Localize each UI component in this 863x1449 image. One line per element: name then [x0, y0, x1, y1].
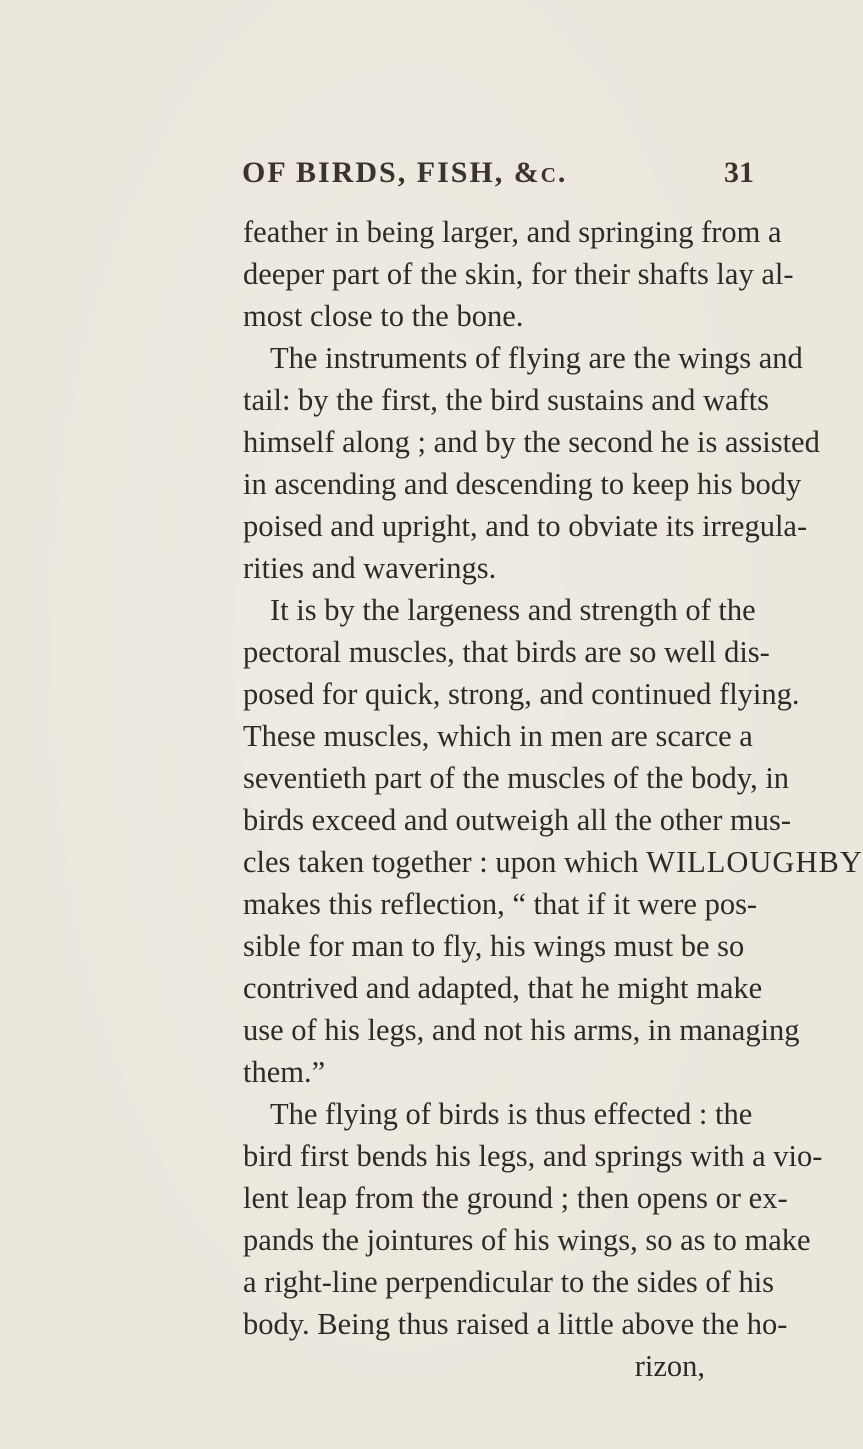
text-line: poised and upright, and to obviate its irregula- [243, 509, 808, 543]
text-line: them.” [243, 1055, 326, 1089]
text-line: use of his legs, and not his arms, in managing [243, 1013, 800, 1047]
paragraph-first-line: The instruments of flying are the wings and [270, 341, 803, 375]
text-line: feather in being larger, and springing from a [243, 215, 782, 249]
page-number: 31 [724, 156, 754, 189]
text-segment: cles taken together : upon which [243, 845, 639, 879]
text-line: These muscles, which in men are scarce a [243, 719, 753, 753]
text-line: pectoral muscles, that birds are so well dis- [243, 635, 770, 669]
paragraph-first-line: The flying of birds is thus effected : the [270, 1097, 753, 1131]
text-line: pands the jointures of his wings, so as to make [243, 1223, 811, 1257]
catchword: rizon, [634, 1349, 705, 1383]
text-line: lent leap from the ground ; then opens or ex- [243, 1181, 788, 1215]
running-title: OF BIRDS, FISH, &c. [242, 156, 568, 189]
text-line-with-name [243, 841, 863, 883]
text-line: body. Being thus raised a little above the ho- [243, 1307, 788, 1341]
text-line: a right-line perpendicular to the sides of his [243, 1265, 775, 1299]
author-name: WILLOUGHBY [646, 845, 863, 879]
text-line: contrived and adapted, that he might make [243, 971, 763, 1005]
text-line: bird first bends his legs, and springs with a vio- [243, 1139, 823, 1173]
running-head [0, 156, 800, 196]
text-line: sible for man to fly, his wings must be so [243, 929, 745, 963]
text-line: makes this reflection, “ that if it were pos- [243, 887, 758, 921]
text-line: most close to the bone. [243, 299, 524, 333]
text-line: seventieth part of the muscles of the body, in [243, 761, 790, 795]
text-line: birds exceed and outweigh all the other mus- [243, 803, 791, 837]
text-line: himself along ; and by the second he is assisted [243, 425, 820, 459]
text-line: deeper part of the skin, for their shafts lay al- [243, 257, 794, 291]
text-line: in ascending and descending to keep his body [243, 467, 802, 501]
text-line: rities and waverings. [243, 551, 497, 585]
text-line: tail: by the first, the bird sustains and wafts [243, 383, 770, 417]
paragraph-first-line: It is by the largeness and strength of the [270, 593, 756, 627]
text-line: posed for quick, strong, and continued flying. [243, 677, 800, 711]
